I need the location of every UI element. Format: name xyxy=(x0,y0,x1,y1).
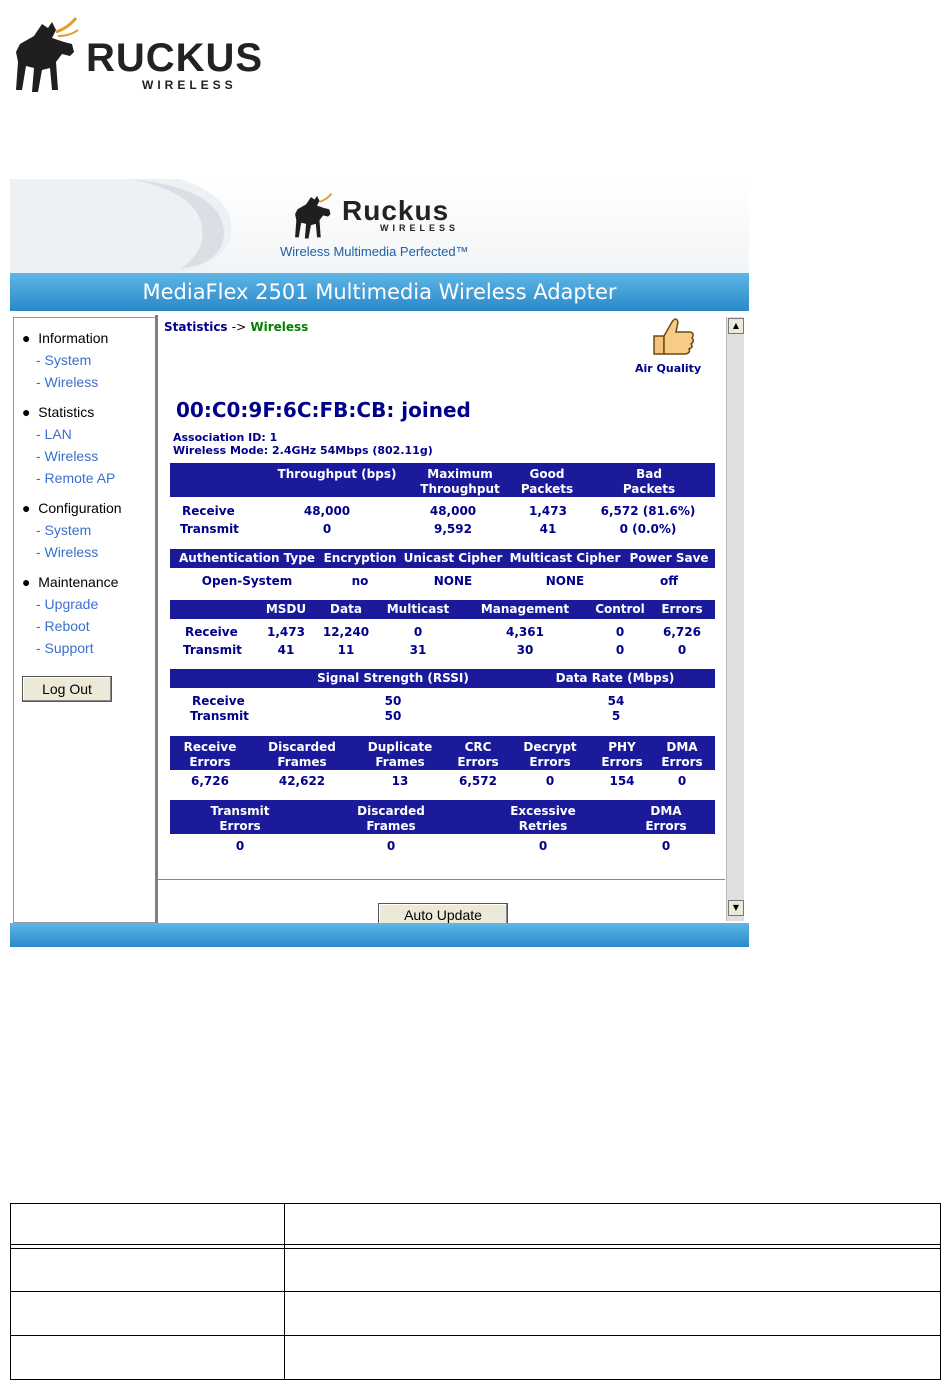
th-multicast-cipher: Multicast Cipher xyxy=(509,551,621,565)
tx-discarded-value: 0 xyxy=(386,839,396,853)
nav-link-config-wireless[interactable]: - Wireless xyxy=(36,544,99,560)
logout-button[interactable]: Log Out xyxy=(22,676,112,702)
duplicate-frames-value: 13 xyxy=(391,774,409,788)
tp-tx-max: 9,592 xyxy=(434,522,472,536)
rx-err-value: 6,726 xyxy=(191,774,229,788)
main-content xyxy=(158,316,725,922)
sig-tx-label: Transmit xyxy=(190,709,249,723)
nav-heading-maintenance: ● Maintenance xyxy=(22,574,119,590)
nav-heading-statistics: ● Statistics xyxy=(22,404,95,420)
table-column-divider xyxy=(284,1203,285,1380)
phy-errors-value: 154 xyxy=(609,774,635,788)
content-divider xyxy=(158,879,725,880)
rx-errors-header xyxy=(170,736,715,770)
th-bad-packets: Bad Packets xyxy=(622,467,676,496)
th-good-packets: Good Packets xyxy=(520,467,574,496)
th-errors: Errors xyxy=(661,602,703,616)
fr-tx-errors: 0 xyxy=(677,643,687,657)
nav-link-support[interactable]: - Support xyxy=(36,640,94,656)
unicast-cipher-value: NONE xyxy=(433,574,473,588)
document-table xyxy=(10,1203,941,1380)
auth-type-value: Open-System xyxy=(201,574,293,588)
nav-link-upgrade[interactable]: - Upgrade xyxy=(36,596,99,612)
power-save-value: off xyxy=(660,574,678,588)
tp-rx-throughput: 48,000 xyxy=(303,504,351,518)
breadcrumb-separator: -> xyxy=(231,320,247,334)
logo-subtitle: WIRELESS xyxy=(142,78,237,92)
table-header-rule-1 xyxy=(10,1244,941,1245)
th-auth-type: Authentication Type xyxy=(179,551,315,565)
fr-tx-multicast: 31 xyxy=(409,643,427,657)
fr-tx-control: 0 xyxy=(615,643,625,657)
left-nav xyxy=(13,317,156,923)
th-data-rate: Data Rate (Mbps) xyxy=(555,671,675,685)
signal-header xyxy=(170,669,715,688)
sig-tx-rate: 5 xyxy=(611,709,621,723)
th-msdu: MSDU xyxy=(265,602,307,616)
th-excessive-retries: Excessive Retries xyxy=(510,804,576,833)
sig-tx-rssi: 50 xyxy=(384,709,402,723)
nav-link-info-system[interactable]: - System xyxy=(36,352,92,368)
tx-err-value: 0 xyxy=(235,839,245,853)
th-signal-strength: Signal Strength (RSSI) xyxy=(317,671,469,685)
decrypt-errors-value: 0 xyxy=(545,774,555,788)
tp-rx-max: 48,000 xyxy=(429,504,477,518)
sig-rx-label: Receive xyxy=(192,694,245,708)
nav-link-stats-remote-ap[interactable]: - Remote AP xyxy=(36,470,116,486)
th-dma-errors: DMA Errors xyxy=(661,740,703,769)
air-quality-label: Air Quality xyxy=(635,362,702,375)
tp-rx-label: Receive xyxy=(182,504,235,518)
th-control: Control xyxy=(595,602,645,616)
vertical-scrollbar[interactable] xyxy=(726,317,744,921)
association-id: Association ID: 1 xyxy=(173,431,278,444)
th-max-throughput: Maximum Throughput xyxy=(420,467,500,496)
nav-link-info-wireless[interactable]: - Wireless xyxy=(36,374,99,390)
device-logo-subtitle: WIRELESS xyxy=(380,223,460,233)
fr-tx-data: 11 xyxy=(337,643,355,657)
breadcrumb xyxy=(164,320,308,334)
breadcrumb-statistics[interactable]: Statistics xyxy=(164,320,228,334)
nav-link-config-system[interactable]: - System xyxy=(36,522,92,538)
tp-rx-bad: 6,572 (81.6%) xyxy=(600,504,696,518)
station-heading: 00:C0:9F:6C:FB:CB: joined xyxy=(176,398,471,422)
throughput-header xyxy=(170,463,715,497)
nav-heading-information: ● Information xyxy=(22,330,109,346)
device-shape-icon xyxy=(10,179,260,273)
nav-link-stats-lan[interactable]: - LAN xyxy=(36,426,72,442)
ruckus-logo xyxy=(0,0,286,107)
sig-rx-rate: 54 xyxy=(607,694,625,708)
crc-errors-value: 6,572 xyxy=(459,774,497,788)
multicast-cipher-value: NONE xyxy=(545,574,585,588)
fr-rx-errors: 6,726 xyxy=(663,625,701,639)
fr-tx-msdu: 41 xyxy=(277,643,295,657)
sig-rx-rssi: 50 xyxy=(384,694,402,708)
bottom-bar xyxy=(10,923,749,947)
dog-logo-icon xyxy=(290,191,338,241)
tp-tx-label: Transmit xyxy=(180,522,239,536)
auto-update-button[interactable]: Auto Update xyxy=(378,903,508,927)
th-decrypt-errors: Decrypt Errors xyxy=(523,740,577,769)
tx-dma-value: 0 xyxy=(661,839,671,853)
wireless-mode: Wireless Mode: 2.4GHz 54Mbps (802.11g) xyxy=(173,444,433,457)
frames-header xyxy=(170,600,715,619)
th-multicast: Multicast xyxy=(386,602,450,616)
device-title-bar xyxy=(10,273,749,311)
fr-rx-management: 4,361 xyxy=(506,625,544,639)
logo-wordmark: RUCKUS xyxy=(86,36,264,80)
tp-tx-throughput: 0 xyxy=(322,522,332,536)
table-row-rule xyxy=(10,1291,941,1292)
nav-heading-configuration: ● Configuration xyxy=(22,500,122,516)
nav-link-reboot[interactable]: - Reboot xyxy=(36,618,90,634)
th-phy-errors: PHY Errors xyxy=(601,740,643,769)
tp-tx-good: 41 xyxy=(539,522,557,536)
th-transmit-errors: Transmit Errors xyxy=(210,804,270,833)
th-throughput: Throughput (bps) xyxy=(277,467,397,481)
th-crc-errors: CRC Errors xyxy=(457,740,499,769)
th-unicast-cipher: Unicast Cipher xyxy=(403,551,503,565)
th-receive-errors: Receive Errors xyxy=(183,740,237,769)
encryption-value: no xyxy=(351,574,369,588)
table-row-rule xyxy=(10,1335,941,1336)
fr-rx-multicast: 0 xyxy=(413,625,423,639)
th-discarded-frames: Discarded Frames xyxy=(268,740,336,769)
tp-tx-bad: 0 (0.0%) xyxy=(619,522,677,536)
auth-header xyxy=(170,549,715,568)
tp-rx-good: 1,473 xyxy=(529,504,567,518)
th-duplicate-frames: Duplicate Frames xyxy=(367,740,433,769)
th-power-save: Power Save xyxy=(629,551,709,565)
excessive-retries-value: 0 xyxy=(538,839,548,853)
device-logo-wordmark: Ruckus xyxy=(342,195,450,226)
tagline: Wireless Multimedia Perfected™ xyxy=(280,244,469,259)
discarded-frames-value: 42,622 xyxy=(278,774,326,788)
th-tx-discarded-frames: Discarded Frames xyxy=(357,804,425,833)
breadcrumb-wireless: Wireless xyxy=(250,320,309,334)
scroll-down-icon[interactable]: ▼ xyxy=(728,900,744,916)
th-management: Management xyxy=(480,602,570,616)
nav-link-stats-wireless[interactable]: - Wireless xyxy=(36,448,99,464)
fr-rx-msdu: 1,473 xyxy=(267,625,305,639)
fr-rx-label: Receive xyxy=(185,625,238,639)
fr-tx-label: Transmit xyxy=(183,643,242,657)
device-title: MediaFlex 2501 Multimedia Wireless Adapter xyxy=(142,280,617,304)
dog-logo-icon xyxy=(12,14,82,96)
table-border-left xyxy=(10,1203,11,1380)
th-tx-dma-errors: DMA Errors xyxy=(645,804,687,833)
fr-rx-data: 12,240 xyxy=(322,625,370,639)
table-header-rule-2 xyxy=(10,1248,941,1249)
th-data: Data xyxy=(330,602,362,616)
fr-rx-control: 0 xyxy=(615,625,625,639)
dma-errors-value: 0 xyxy=(677,774,687,788)
th-encryption: Encryption xyxy=(323,551,397,565)
table-border-top xyxy=(10,1203,941,1204)
thumbs-up-icon xyxy=(648,316,696,358)
device-screenshot xyxy=(10,179,749,947)
scroll-up-icon[interactable]: ▲ xyxy=(728,318,744,334)
tx-errors-header xyxy=(170,800,715,834)
fr-tx-management: 30 xyxy=(516,643,534,657)
